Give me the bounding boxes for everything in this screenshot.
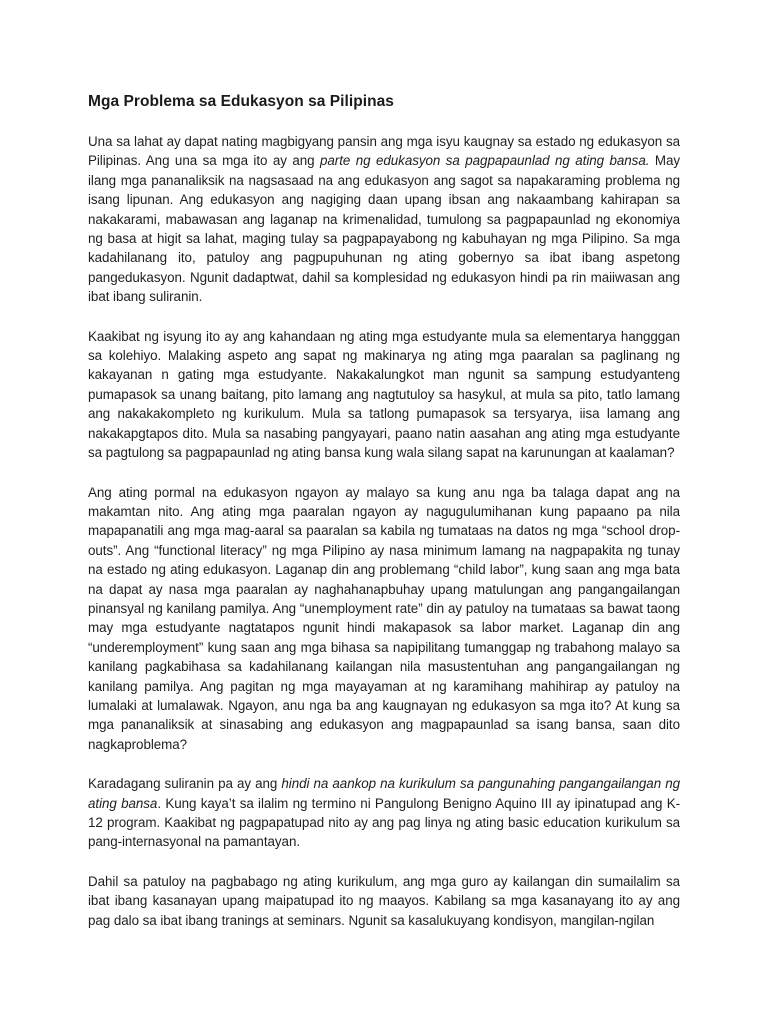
paragraph-4	[88, 774, 680, 852]
paragraph-4-text-a: Karadagang suliranin pa ay ang	[88, 776, 282, 792]
paragraph-4-text-b: . Kung kaya’t sa ilalim ng termino ni Pangulong Benigno Aquino III ay ipinatupad ang K-12 program. Kaakibat ng pagpapatupad nito ay ang pag linya ng ating basic education kurikulum sa pang-internasyonal na pamantayan.	[88, 795, 680, 850]
paragraph-1	[88, 132, 680, 307]
paragraph-3: Ang ating pormal na edukasyon ngayon ay malayo sa kung anu nga ba talaga dapat ang na makamtan nito. Ang ating mga paaralan ngayon ay nagugulumihanan kung papaano pa nila mapapanatili ang mga mag-aaral sa paaralan sa kabila ng tumataas na datos ng mga “school drop-outs”. Ang “functional literacy” ng mga Pilipino ay nasa minimum lamang na nagpapakita ng tunay na estado ng ating edukasyon. Laganap din ang problemang “child labor”, kung saan ang mga bata na dapat ay nasa mga paaralan ay naghahanapbuhay upang matulungan ang pangangailangan pinansyal ng kanilang pamilya. Ang “unemployment rate” din ay patuloy na tumataas sa bawat taong may mga estudyante nagtatapos ngunit hindi makapasok sa labor market. Laganap din ang “underemployment” kung saan ang mga bihasa sa napipilitang tumanggap ng trabahong malayo sa kanilang pagkabihasa sa kadahilanang kailangan nila masustentuhan ang pangangailangan ng kanilang pamilya. Ang pagitan ng mga mayayaman at ng karamihang mahihirap ay patuloy na lumalaki at lumalawak. Ngayon, anu nga ba ang kaugnayan ng edukasyon sa mga ito? At kung sa mga pananaliksik at sinasabing ang edukasyon ang magpapaunlad sa isang bansa, saan dito nagkaproblema?	[88, 484, 680, 752]
paragraph-5: Dahil sa patuloy na pagbabago ng ating kurikulum, ang mga guro ay kailangan din sumailalim sa ibat ibang kasanayan upang maipatupad ito ng maayos. Kabilang sa mga kasanayang ito ay ang pag dalo sa ibat ibang tranings at seminars. Ngunit sa kasalukuyang kondisyon, mangilan-ngilan	[88, 873, 680, 928]
paragraph-1-text-b: May ilang mga pananaliksik na nagsasaad na ang edukasyon ang sagot sa napakaraming problema ng isang lipunan. Ang edukasyon ang nagiging daan upang ibsan ang nakaambang kahirapan sa nakakarami, mabawasan ang laganap na krimenalidad, tumulong sa pagpapaunlad ng ekonomiya ng basa at higit sa lahat, maging tulay sa pagpapayabong ng kabuhayan ng mga Pilipino. Sa mga kadahilanang ito, patuloy ang pagpupuhunan ng ating gobernyo sa ibat ibang aspetong pangedukasyon. Ngunit dadaptwat, dahil sa komplesidad ng edukasyon hindi pa rin maiiwasan ang ibat ibang suliranin.	[88, 153, 681, 305]
paragraph-2: Kaakibat ng isyung ito ay ang kahandaan ng ating mga estudyante mula sa elementarya hangggan sa kolehiyo. Malaking aspeto ang sapat ng makinarya ng ating mga paaralan sa paglinang ng kakayanan n gating mga estudyante. Nakakalungkot man ngunit sa sampung estudyanteng pumapasok sa unang baitang, pito lamang ang nagtutuloy sa hasykul, at mula sa pito, tatlo lamang ang nakakakompleto ng kurikulum. Mula sa tatlong pumapasok sa tersyarya, iisa lamang ang nakakapgtapos dito. Mula sa nasabing pangyayari, paano natin aasahan ang ating mga estudyante sa pagtulong sa pagpapaunlad ng ating bansa kung wala silang sapat na karunungan at kaalaman?	[88, 328, 680, 461]
document-body	[88, 92, 680, 950]
paragraph-1-emphasis: parte ng edukasyon sa pagpapaunlad ng ating bansa.	[320, 153, 650, 169]
document-title: Mga Problema sa Edukasyon sa Pilipinas	[88, 93, 394, 110]
paragraph-4-emphasis: hindi na aankop na kurikulum sa pangunahing pangangailangan ng ating bansa	[88, 776, 680, 811]
paragraph-1-text-a: Una sa lahat ay dapat nating magbigyang pansin ang mga isyu kaugnay sa estado ng edukasyon sa Pilipinas. Ang una sa mga ito ay ang	[88, 134, 680, 169]
